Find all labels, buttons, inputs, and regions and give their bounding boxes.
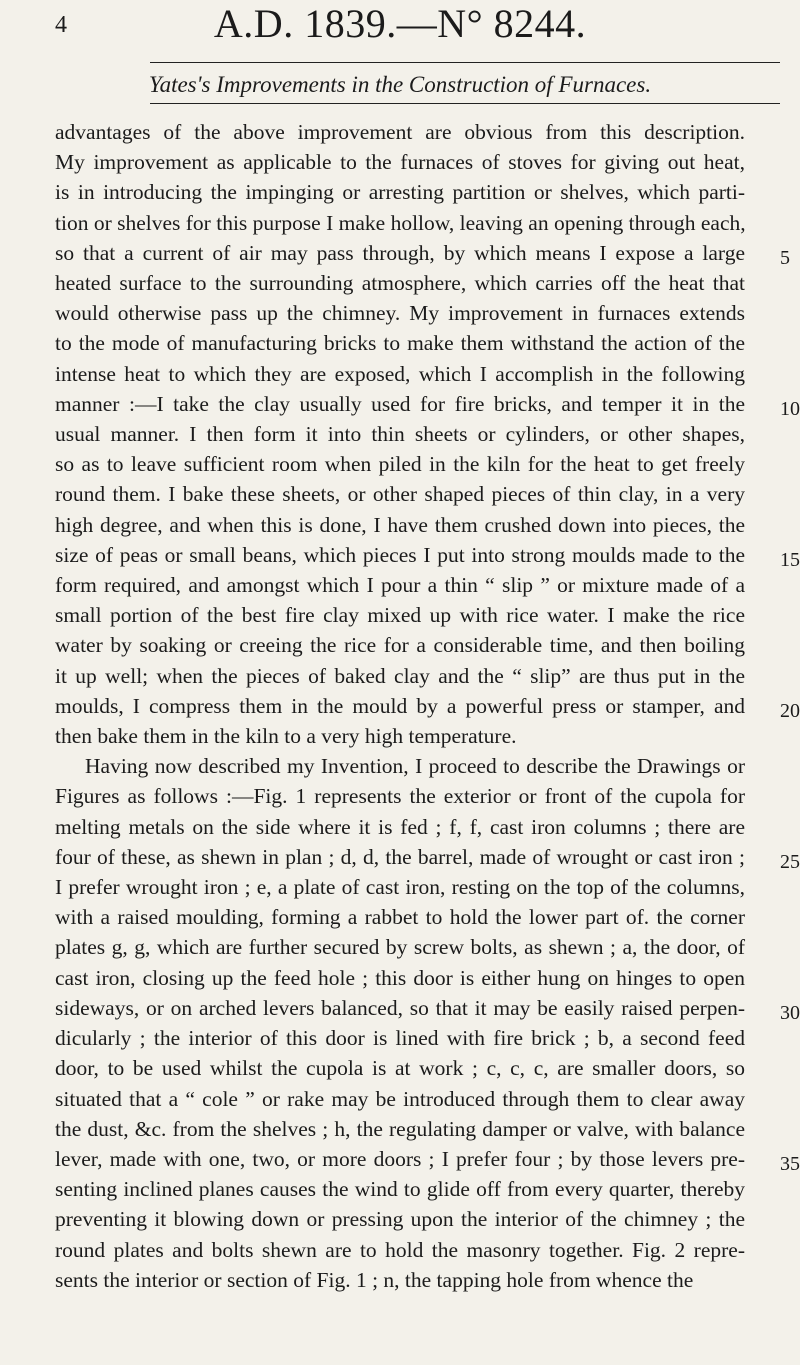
document-header: A.D. 1839.—N° 8244.	[213, 1, 587, 46]
line-number-marker: 10	[780, 398, 800, 420]
line-number-marker: 30	[780, 1002, 800, 1024]
text-line: I prefer wrought iron ; e, a plate of cast iron, resting on the top of the columns,	[55, 875, 745, 900]
line-number-marker: 15	[780, 549, 800, 571]
text-line: tion or shelves for this purpose I make hollow, leaving an opening through each,	[55, 210, 746, 235]
line-number-marker: 20	[780, 700, 800, 722]
text-line: heated surface to the surrounding atmosphere, which carries off the heat that	[55, 271, 745, 296]
text-line: plates g, g, which are further secured by screw bolts, as shewn ; a, the door, of	[55, 935, 745, 960]
text-line: so as to leave sufficient room when piled in the kiln for the heat to get freely	[55, 452, 745, 477]
running-title: Yates's Improvements in the Construction of Furnaces.	[148, 72, 652, 97]
text-line: the dust, &c. from the shelves ; h, the regulating damper or valve, with balance	[55, 1116, 745, 1141]
text-line: dicularly ; the interior of this door is lined with fire brick ; b, a second feed	[55, 1026, 745, 1051]
line-number-marker: 25	[780, 851, 800, 873]
text-line: small portion of the best fire clay mixed up with rice water. I make the rice	[55, 603, 745, 628]
text-line: preventing it blowing down or pressing upon the interior of the chimney ; the	[55, 1207, 745, 1232]
text-line: advantages of the above improvement are obvious from this description.	[55, 120, 745, 144]
text-line: intense heat to which they are exposed, which I accomplish in the following	[55, 361, 745, 386]
text-line: My improvement as applicable to the furnaces of stoves for giving out heat,	[55, 150, 745, 175]
header-rule-top	[150, 62, 780, 63]
text-line: would otherwise pass up the chimney. My improvement in furnaces extends	[55, 301, 745, 326]
text-line: is in introducing the impinging or arresting partition or shelves, which parti-	[55, 180, 745, 205]
text-line: door, to be used whilst the cupola is at work ; c, c, c, are smaller doors, so	[55, 1056, 745, 1081]
text-line: form required, and amongst which I pour a thin “ slip ” or mixture made of a	[55, 573, 745, 598]
text-line: sideways, or on arched levers balanced, so that it may be easily raised perpen-	[55, 995, 745, 1020]
page-number: 4	[55, 12, 67, 38]
text-line: cast iron, closing up the feed hole ; this door is either hung on hinges to open	[55, 965, 745, 990]
text-line: senting inclined planes causes the wind to glide off from every quarter, thereby	[55, 1177, 745, 1202]
text-line: lever, made with one, two, or more doors ; I prefer four ; by those levers pre-	[55, 1146, 745, 1171]
text-line: situated that a “ cole ” or rake may be introduced through them to clear away	[55, 1086, 745, 1111]
text-line: four of these, as shewn in plan ; d, d, the barrel, made of wrought or cast iron ;	[55, 844, 745, 869]
text-line: it up well; when the pieces of baked clay and the “ slip” are thus put in the	[55, 663, 745, 688]
text-line: then bake them in the kiln to a very high temperature.	[55, 724, 517, 749]
text-line: melting metals on the side where it is fed ; f, f, cast iron columns ; there are	[55, 814, 745, 839]
text-line: round them. I bake these sheets, or other shaped pieces of thin clay, in a very	[55, 482, 745, 507]
text-line: high degree, and when this is done, I have them crushed down into pieces, the	[55, 512, 745, 537]
body-text	[55, 117, 745, 1295]
text-line: manner :—I take the clay usually used for fire bricks, and temper it in the	[55, 391, 745, 416]
text-line: with a raised moulding, forming a rabbet to hold the lower part of. the corner	[55, 905, 745, 930]
text-line: usual manner. I then form it into thin sheets or cylinders, or other shapes,	[55, 422, 745, 447]
text-line: so that a current of air may pass through, by which means I expose a large	[55, 240, 745, 265]
text-line: Having now described my Invention, I proceed to describe the Drawings or	[85, 754, 745, 779]
header-rule-bottom	[150, 103, 780, 104]
text-line: size of peas or small beans, which pieces I put into strong moulds made to the	[55, 542, 745, 567]
text-line: sents the interior or section of Fig. 1 ; n, the tapping hole from whence the	[55, 1267, 694, 1292]
line-number-marker: 35	[780, 1153, 800, 1175]
text-line: to the mode of manufacturing bricks to make them withstand the action of the	[55, 331, 745, 356]
text-line: round plates and bolts shewn are to hold the masonry together. Fig. 2 repre-	[55, 1237, 745, 1262]
line-number-marker: 5	[780, 247, 790, 269]
text-line: Figures as follows :—Fig. 1 represents the exterior or front of the cupola for	[55, 784, 745, 809]
text-line: water by soaking or creeing the rice for a considerable time, and then boiling	[55, 633, 745, 658]
text-line: moulds, I compress them in the mould by a powerful press or stamper, and	[55, 693, 745, 718]
